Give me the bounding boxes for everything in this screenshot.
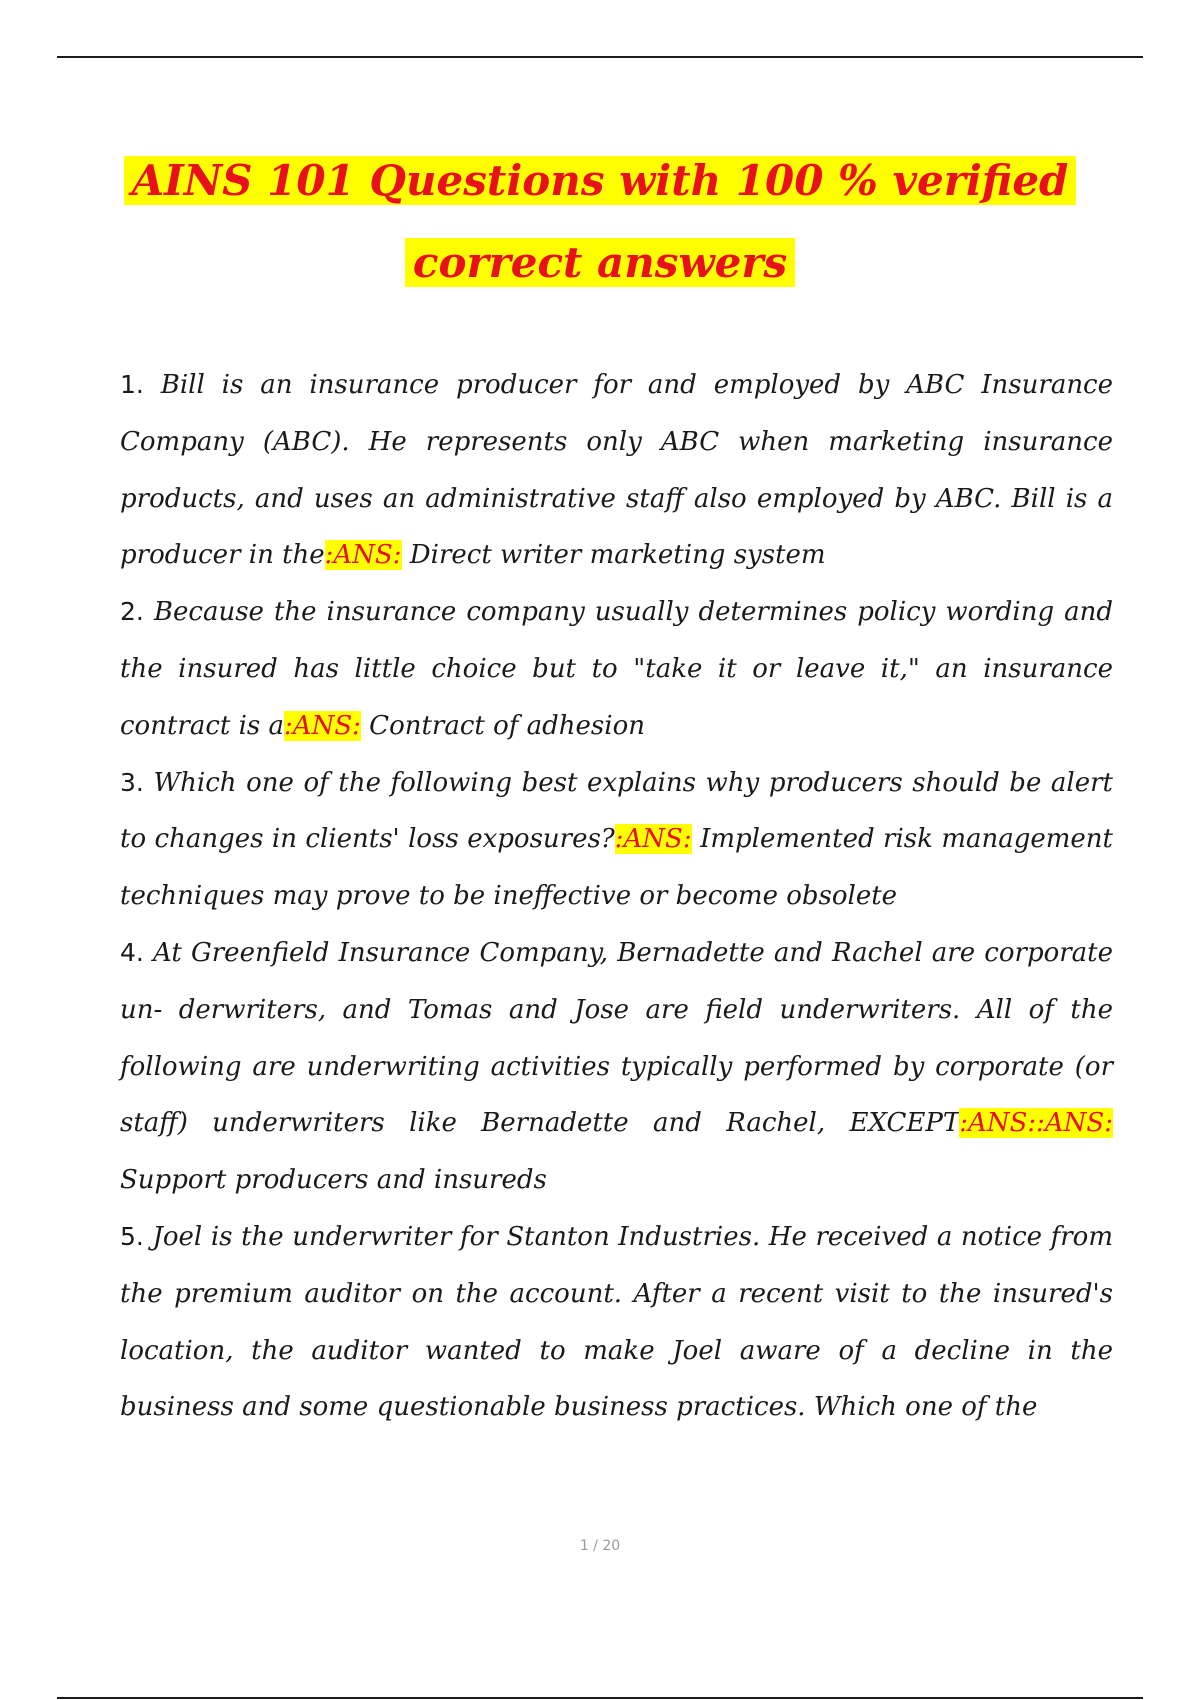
question-number: 4. bbox=[120, 937, 144, 967]
question-text: Joel is the underwriter for Stanton Industries. He received a notice from the premium auditor on the account. After a recent visit to the insured's location, the auditor wanted to make Joel aware of a decline in the business and some questionable business practices. Which one of the bbox=[120, 1221, 1113, 1423]
bottom-rule bbox=[57, 1697, 1143, 1699]
question-text: At Greenfield Insurance Company, Bernadette and Rachel are corporate un- derwriters, and Tomas and Jose are field underwriters. All of the following are underwriting activities typically performed by corporate (or staff) underwriters like Bernadette and Rachel, EXCEPT bbox=[120, 937, 1114, 1139]
question-text: Because the insurance company usually determines policy wording and the insured has little choice but to "take it or leave it," an insurance contract is a bbox=[120, 597, 1114, 741]
question-text: Bill is an insurance producer for and employed by ABC Insurance Company (ABC). He represents only ABC when marketing insurance products, and uses an administrative staff also employed by ABC. Bill is a producer in the bbox=[120, 370, 1114, 571]
question-number: 2. bbox=[120, 597, 144, 627]
title-line-1: AINS 101 Questions with 100 % verified bbox=[124, 156, 1077, 205]
title-line-2: correct answers bbox=[405, 238, 795, 287]
answer-text: Support producers and insureds bbox=[120, 1165, 547, 1196]
document-title bbox=[60, 140, 1140, 304]
top-rule bbox=[57, 56, 1143, 58]
question-item bbox=[120, 1209, 1113, 1436]
page-indicator: 1 / 20 bbox=[579, 1538, 621, 1554]
answer-marker: :ANS::ANS: bbox=[959, 1108, 1113, 1139]
question-text: Which one of the following best explains why producers should be alert to changes in clients' loss exposures? bbox=[120, 767, 1113, 855]
answer-marker: :ANS: bbox=[284, 710, 361, 741]
answer-text: Contract of adhesion bbox=[369, 710, 645, 741]
question-number: 3. bbox=[120, 767, 144, 797]
question-list bbox=[120, 357, 1113, 1436]
question-item bbox=[120, 755, 1113, 925]
answer-marker: :ANS: bbox=[324, 540, 402, 571]
answer-text: Implemented risk management techniques may prove to be ineffective or become obsolete bbox=[120, 824, 1113, 912]
answer-marker: :ANS: bbox=[614, 824, 692, 855]
answer-text: Direct writer marketing system bbox=[409, 540, 826, 571]
question-item bbox=[120, 925, 1113, 1209]
question-item bbox=[120, 584, 1113, 754]
question-number: 1. bbox=[120, 370, 144, 399]
question-number: 5. bbox=[120, 1221, 144, 1251]
question-item bbox=[120, 357, 1113, 584]
